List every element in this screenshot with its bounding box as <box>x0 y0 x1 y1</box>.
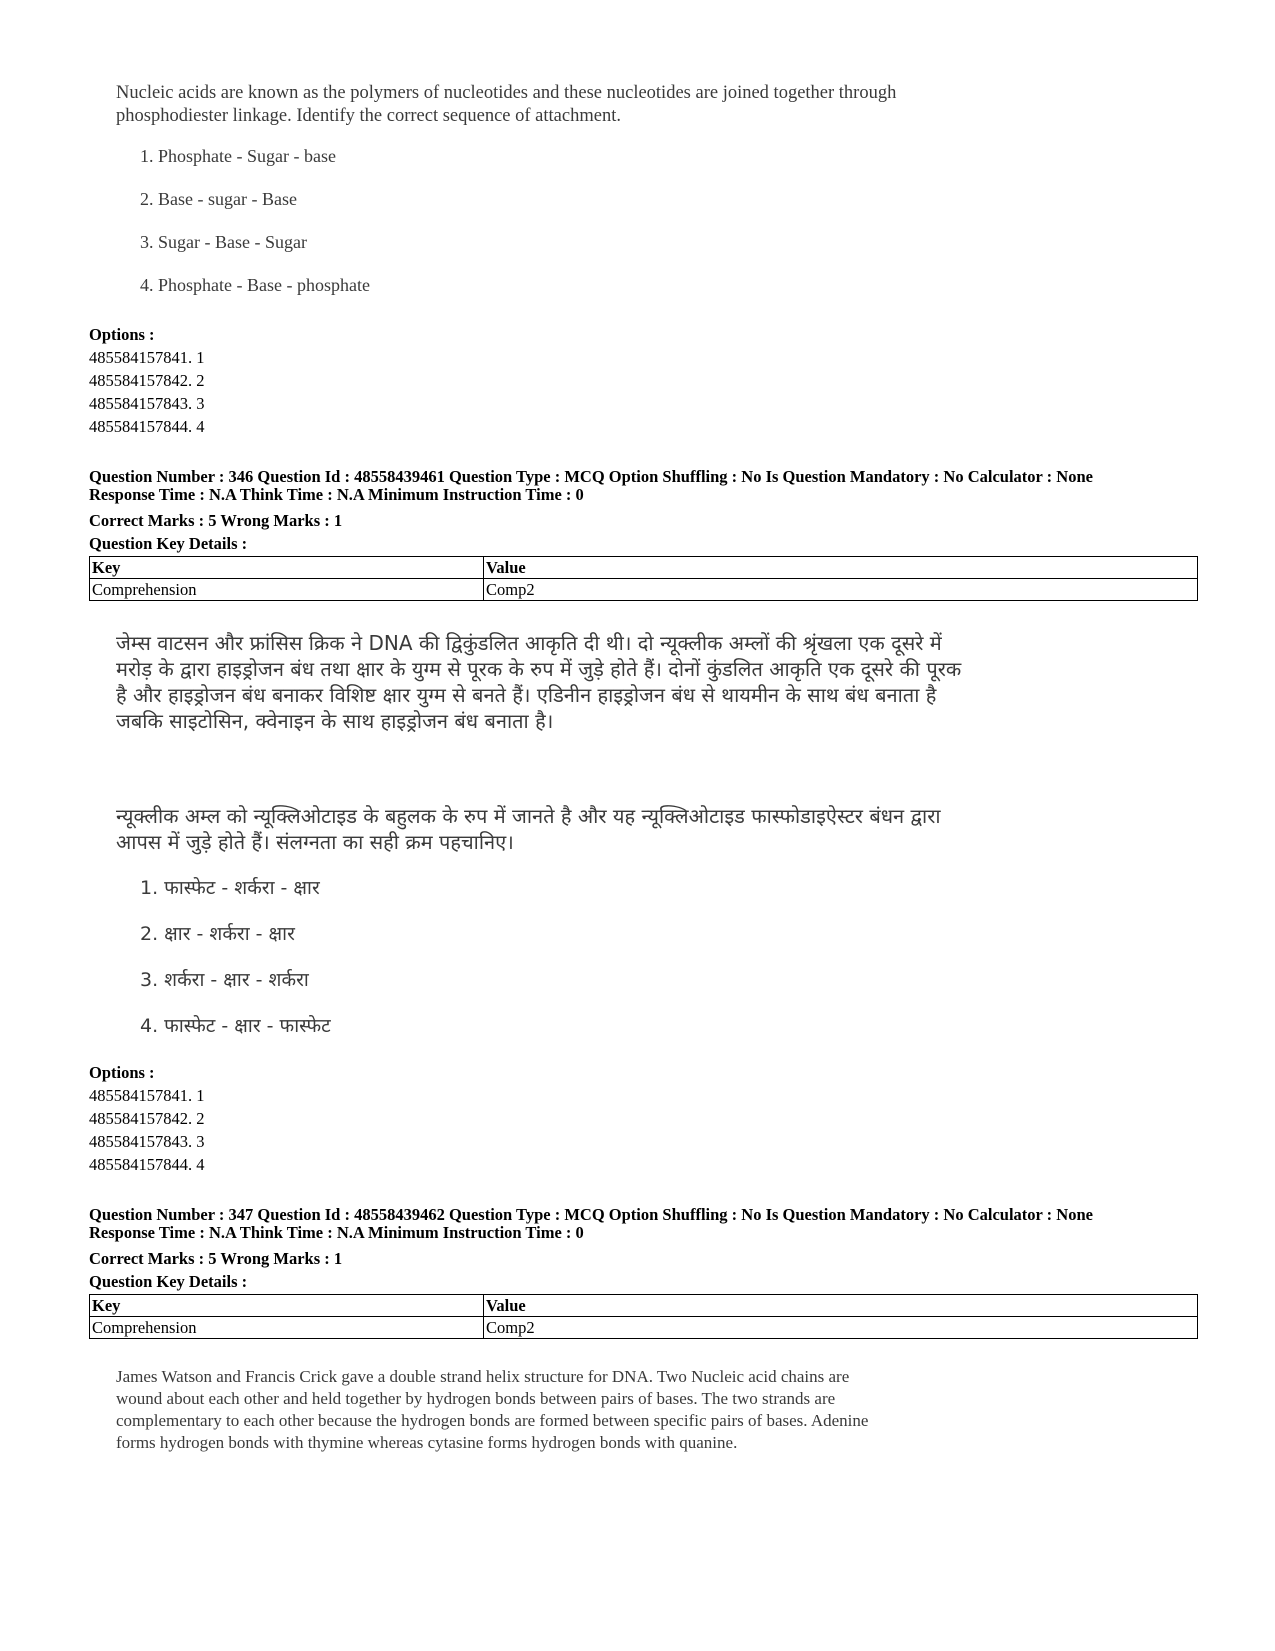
q346-options-label: Options : <box>89 1063 155 1082</box>
table-head-value: Value <box>484 557 1198 579</box>
scan-line: phosphodiester linkage. Identify the correct sequence of attachment. <box>116 106 621 126</box>
q345-scan-item-1: 1. Phosphate - Sugar - base <box>140 146 336 166</box>
table-row <box>90 1317 1198 1339</box>
scan-line: न्यूक्लीक अम्ल को न्यूक्लिओटाइड के बहुलक के रुप में जानते है और यह न्यूक्लिओटाइड फास्फोडाइऐस्टर बंधन द्वारा <box>116 804 941 828</box>
scan-line: forms hydrogen bonds with thymine whereas cytasine forms hydrogen bonds with quanine. <box>116 1433 738 1452</box>
q346-option-2: 485584157842. 2 <box>89 1109 205 1128</box>
q346-scan-item-3: 3. शर्करा - क्षार - शर्करा <box>140 969 309 991</box>
table-head-key: Key <box>90 557 484 579</box>
q346-scan-item-1: 1. फास्फेट - शर्करा - क्षार <box>140 877 320 899</box>
q346-key-details-label: Question Key Details : <box>89 534 248 553</box>
q347-marks: Correct Marks : 5 Wrong Marks : 1 <box>89 1249 343 1268</box>
q345-scan-paragraph <box>116 82 896 128</box>
q347-key-table <box>89 1294 1198 1339</box>
q346-option-1: 485584157841. 1 <box>89 1086 205 1105</box>
q347-header-line2: Response Time : N.A Think Time : N.A Minimum Instruction Time : 0 <box>89 1223 584 1242</box>
q346-header-line1: Question Number : 346 Question Id : 48558439461 Question Type : MCQ Option Shuffling : No Is Question Mandatory : No Calculator : None <box>89 467 1093 486</box>
q345-scan-item-4: 4. Phosphate - Base - phosphate <box>140 275 370 295</box>
table-head-value: Value <box>484 1295 1198 1317</box>
table-cell-value: Comp2 <box>484 579 1198 601</box>
table-cell-key: Comprehension <box>90 579 484 601</box>
q345-option-1: 485584157841. 1 <box>89 348 205 367</box>
scan-line: जेम्स वाटसन और फ्रांसिस क्रिक ने DNA की द्विकुंडलित आकृति दी थी। दो न्यूक्लीक अम्लों की श्रृंखला एक दूसरे में <box>116 631 942 655</box>
scan-line: complementary to each other because the hydrogen bonds are formed between specific pairs of bases. Adenine <box>116 1411 869 1430</box>
q345-option-4: 485584157844. 4 <box>89 417 205 436</box>
scan-line: James Watson and Francis Crick gave a double strand helix structure for DNA. Two Nucleic acid chains are <box>116 1367 850 1386</box>
q347-key-details-label: Question Key Details : <box>89 1272 248 1291</box>
table-header-row <box>90 557 1198 579</box>
q347-scan-passage <box>116 1366 868 1454</box>
q346-scan-passage-hindi <box>116 630 961 734</box>
scan-line: मरोड़ के द्वारा हाइड्रोजन बंध तथा क्षार के युग्म से पूरक के रुप में जुड़े होते हैं। दोनों कुंडलित आकृति एक दूसरे की पूरक <box>116 657 962 681</box>
table-header-row <box>90 1295 1198 1317</box>
table-row <box>90 579 1198 601</box>
table-cell-key: Comprehension <box>90 1317 484 1339</box>
q346-header-line2: Response Time : N.A Think Time : N.A Minimum Instruction Time : 0 <box>89 485 584 504</box>
q346-scan-item-4: 4. फास्फेट - क्षार - फास्फेट <box>140 1015 331 1037</box>
q345-option-3: 485584157843. 3 <box>89 394 205 413</box>
q345-scan-item-3: 3. Sugar - Base - Sugar <box>140 232 307 252</box>
q346-marks: Correct Marks : 5 Wrong Marks : 1 <box>89 511 343 530</box>
scan-line: आपस में जुड़े होते हैं। संलग्नता का सही क्रम पहचानिए। <box>116 830 514 854</box>
q346-key-table <box>89 556 1198 601</box>
scan-line: Nucleic acids are known as the polymers of nucleotides and these nucleotides are joined together through <box>116 83 897 103</box>
q347-header <box>89 1206 1093 1242</box>
q346-header <box>89 468 1093 504</box>
q347-header-line1: Question Number : 347 Question Id : 48558439462 Question Type : MCQ Option Shuffling : No Is Question Mandatory : No Calculator : None <box>89 1205 1093 1224</box>
q346-option-4: 485584157844. 4 <box>89 1155 205 1174</box>
q345-options-label: Options : <box>89 325 155 344</box>
q346-scan-item-2: 2. क्षार - शर्करा - क्षार <box>140 923 295 945</box>
table-head-key: Key <box>90 1295 484 1317</box>
table-cell-value: Comp2 <box>484 1317 1198 1339</box>
q346-option-3: 485584157843. 3 <box>89 1132 205 1151</box>
scan-line: है और हाइड्रोजन बंध बनाकर विशिष्ट क्षार युग्म से बनते हैं। एडिनीन हाइड्रोजन बंध से थायमीन के साथ बंध बनाता है <box>116 683 937 707</box>
scan-line: wound about each other and held together by hydrogen bonds between pairs of bases. The two strands are <box>116 1389 836 1408</box>
q345-option-2: 485584157842. 2 <box>89 371 205 390</box>
q345-scan-item-2: 2. Base - sugar - Base <box>140 189 297 209</box>
q346-scan-question-hindi <box>116 803 941 855</box>
scan-line: जबकि साइटोसिन, क्वेनाइन के साथ हाइड्रोजन बंध बनाता है। <box>116 709 554 733</box>
